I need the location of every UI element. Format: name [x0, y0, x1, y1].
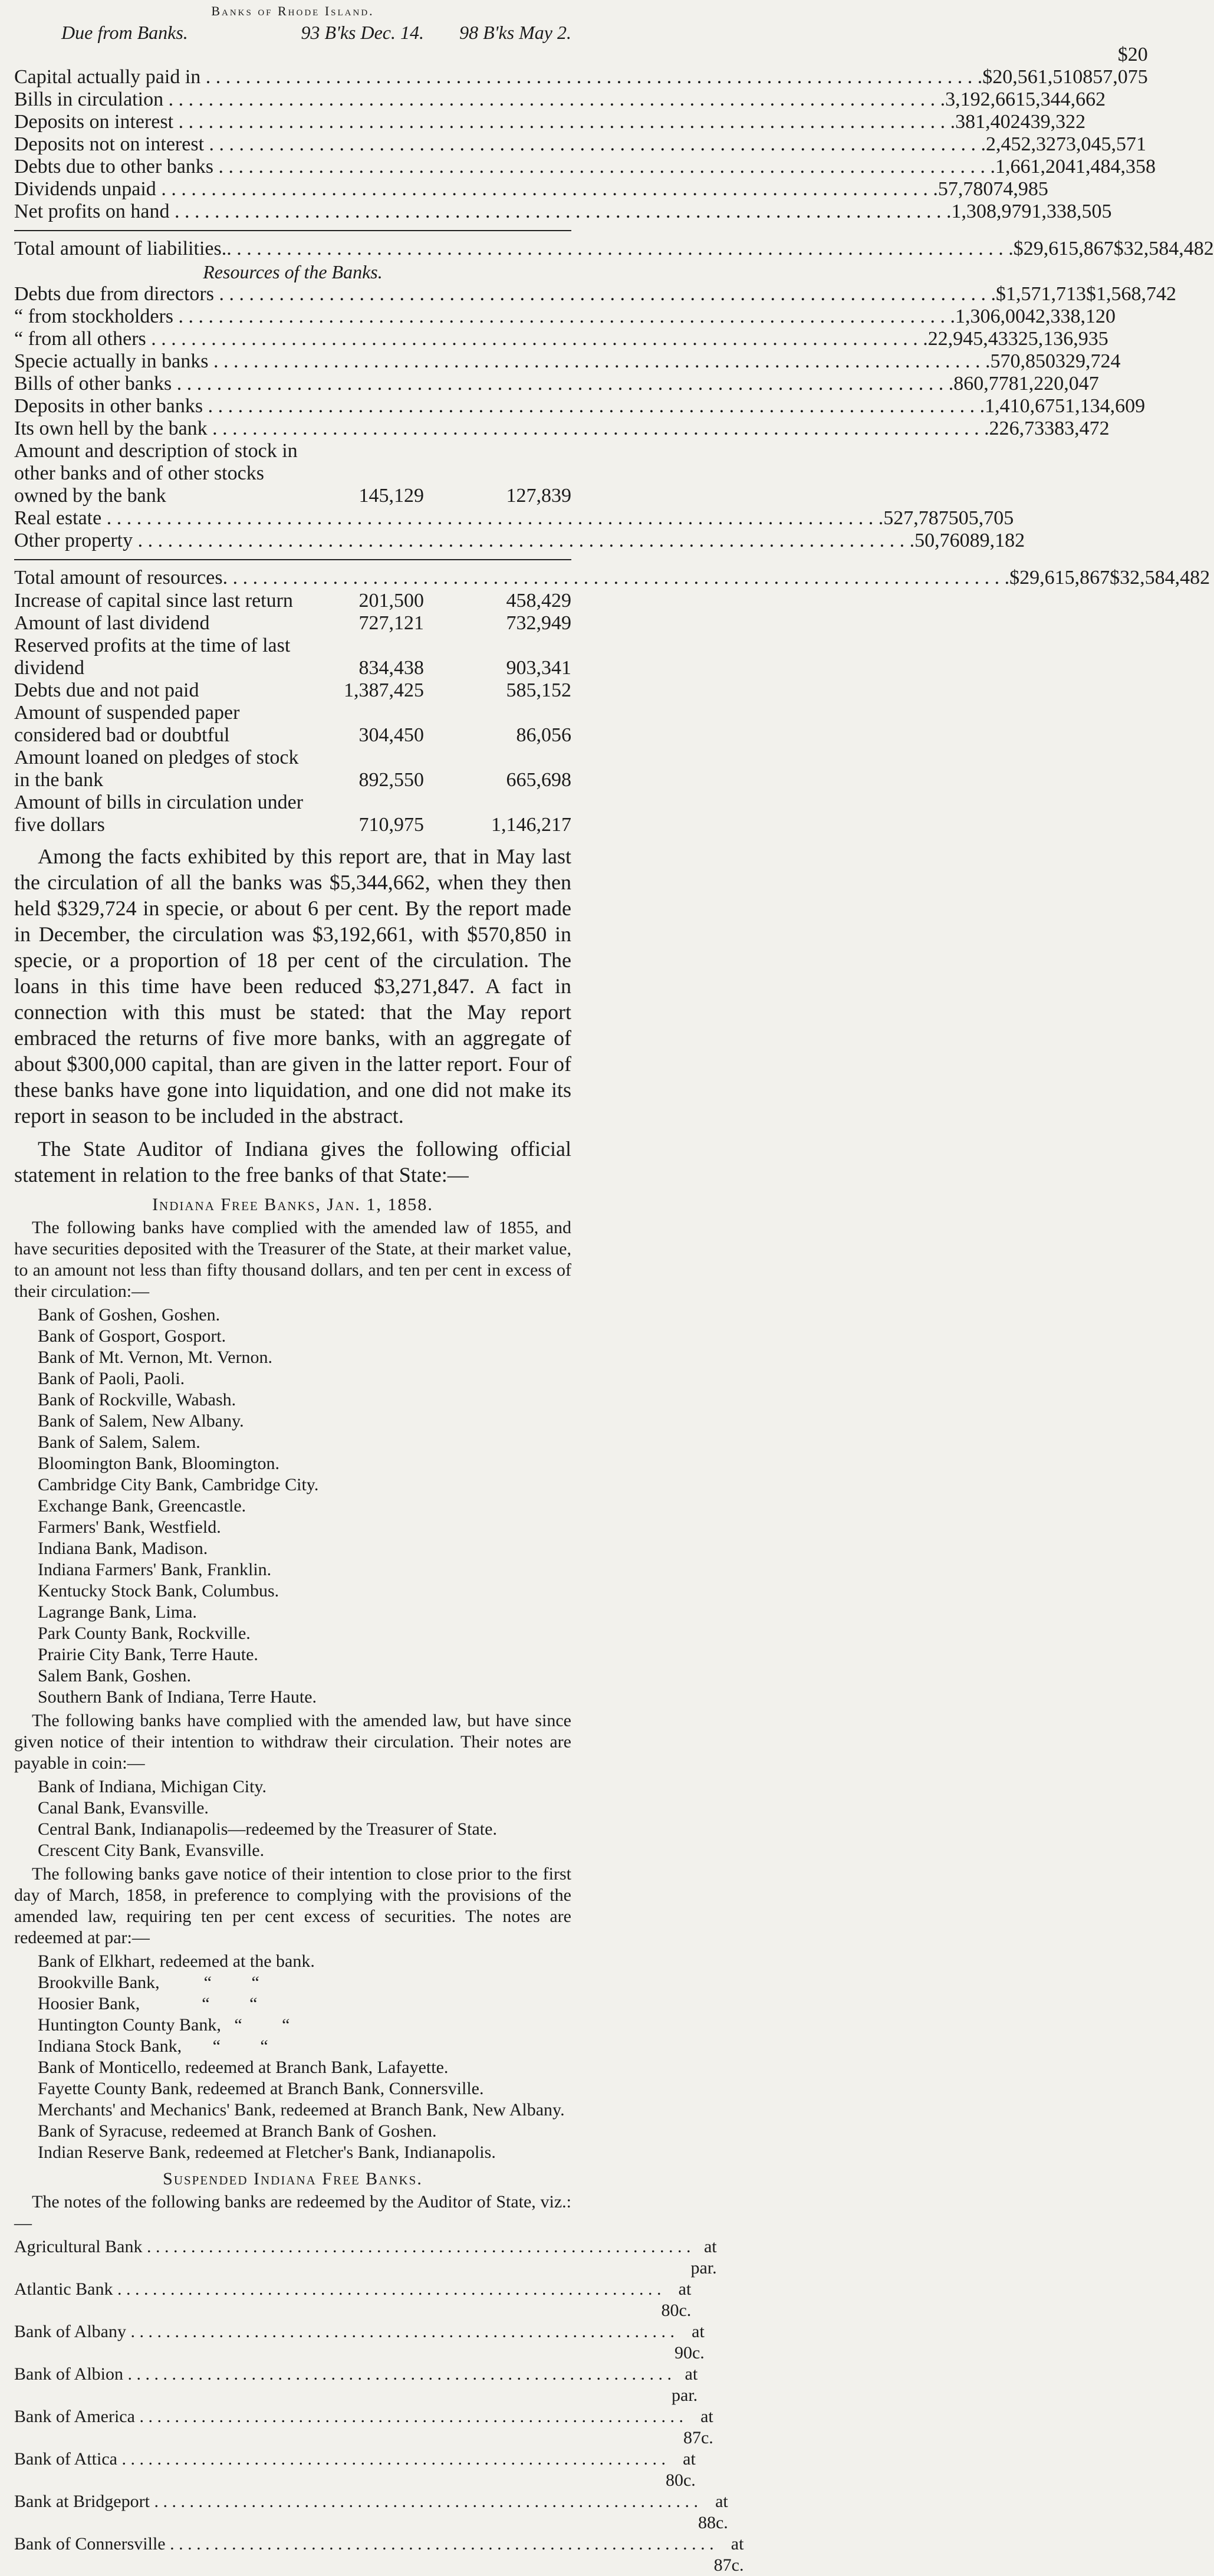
list-item: Bank of Monticello, redeemed at Branch Bank, Lafayette.: [38, 2058, 449, 2077]
row-label: Amount of last dividend: [14, 612, 210, 634]
list-item: Kentucky Stock Bank, Columbus.: [38, 1581, 279, 1601]
row-label: “ from stockholders . . .: [14, 305, 955, 328]
row-value-2: $20 857,075: [1083, 44, 1148, 88]
row-value-1: $20,561,510: [982, 66, 1083, 88]
table-row: [14, 507, 1014, 530]
row-value-2: 86,056: [516, 724, 571, 746]
row-value-2: 903,341: [506, 657, 571, 679]
list-item: [14, 2534, 744, 2576]
list-item: Bank of Elkhart, redeemed at the bank.: [38, 1951, 315, 1971]
table-row: [14, 530, 1025, 552]
row-label: Amount of suspended paper considered bad or doubtful: [14, 702, 240, 746]
list-item: Bank of Salem, New Albany.: [38, 1411, 244, 1431]
bank-name: Bank of Attica . . .: [14, 2449, 666, 2491]
list-item: Fayette County Bank, redeemed at Branch Bank, Connersville.: [38, 2079, 484, 2098]
row-label: Bills in circulation . . .: [14, 88, 945, 111]
row-label: Debts due from directors . . .: [14, 283, 996, 305]
bank-name: Atlantic Bank . . .: [14, 2279, 661, 2321]
row-label: Dividends unpaid . . .: [14, 178, 938, 201]
list-item: Exchange Bank, Greencastle.: [38, 1496, 246, 1516]
table-row: [14, 418, 1110, 440]
resources-table: [14, 283, 1176, 440]
redemption-rate: at 80c.: [665, 2449, 696, 2490]
redemption-rate: at 80c.: [661, 2279, 692, 2320]
row-label: Debts due to other banks . . .: [14, 156, 995, 178]
resources-heading: Resources of the Banks.: [203, 261, 383, 282]
bank-name: Bank of Albion . . .: [14, 2364, 672, 2406]
row-label: Specie actually in banks . . .: [14, 350, 991, 373]
extra-table: [14, 590, 571, 836]
list-item: Canal Bank, Evansville.: [38, 1798, 209, 1818]
list-item: Crescent City Bank, Evansville.: [38, 1841, 265, 1860]
list-item: Huntington County Bank, “ “: [38, 2015, 290, 2035]
table-row: [14, 395, 1146, 418]
table-row: [14, 440, 571, 507]
row-value-1: 22,945,433: [927, 328, 1018, 350]
row-value-2: 89,182: [969, 530, 1025, 551]
row-value-1: 527,787: [883, 507, 949, 529]
report-title: Banks of Rhode Island.: [211, 4, 374, 18]
list-item: Cambridge City Bank, Cambridge City.: [38, 1475, 319, 1494]
row-value-2: $1,568,742: [1085, 283, 1176, 305]
list-item: Southern Bank of Indiana, Terre Haute.: [38, 1687, 317, 1707]
row-value-2: 83,472: [1054, 418, 1110, 439]
list-item: Indiana Stock Bank, “ “: [38, 2036, 268, 2056]
row-value-1: 834,438: [358, 657, 424, 679]
row-value-2: 329,724: [1055, 350, 1121, 372]
row-value-2: 505,705: [948, 507, 1014, 529]
redemption-rate: at 87c.: [683, 2407, 713, 2447]
row-label: Amount and description of stock in other banks and of other stocks owned by the bank: [14, 440, 298, 507]
row-value-1: 201,500: [358, 590, 424, 612]
total-liabilities-row: [14, 237, 1214, 261]
list-item: [14, 2279, 692, 2321]
row-value-1: 710,975: [358, 814, 424, 836]
table-row: [14, 635, 571, 679]
row-value-2: 74,985: [993, 178, 1048, 200]
list-item: Bank of Gosport, Gosport.: [38, 1326, 226, 1346]
list-item: Farmers' Bank, Westfield.: [38, 1517, 221, 1537]
bank-name: Bank at Bridgeport . . .: [14, 2491, 698, 2534]
close-bank-list: [14, 1951, 571, 2163]
row-value-1: $29,615,867: [1009, 567, 1110, 589]
row-label: Its own hell by the bank . . .: [14, 418, 989, 440]
table-row: [14, 328, 1108, 350]
column-headers: [14, 21, 571, 44]
list-item: Bank of Goshen, Goshen.: [38, 1305, 221, 1325]
row-value-2: 1,484,358: [1075, 156, 1156, 178]
list-item: Brookville Bank, “ “: [38, 1973, 259, 1992]
table-row: [14, 178, 1048, 201]
row-label: “ from all others . . .: [14, 328, 928, 350]
list-item: Indiana Bank, Madison.: [38, 1539, 208, 1558]
redemption-rate: at par.: [690, 2237, 717, 2278]
row-label: Deposits in other banks . . .: [14, 395, 985, 418]
row-label: Total amount of resources. . . .: [14, 566, 1009, 590]
table-row: [14, 590, 571, 612]
row-value-1: $29,615,867: [1013, 238, 1114, 259]
list-item: [14, 2449, 696, 2491]
bank-name: Bank of Albany . . .: [14, 2321, 675, 2364]
resources-multi-table: [14, 440, 571, 507]
row-value-1: 57,780: [937, 178, 993, 200]
paragraph-indiana: The State Auditor of Indiana gives the following official statement in relation to the free banks of that State:—: [14, 1137, 571, 1187]
row-label: Real estate . . .: [14, 507, 883, 530]
paragraph-facts: Among the facts exhibited by this report are, that in May last the circulation of all the banks was $5,344,662, when they then held $329,724 in specie, or about 6 per cent. By the report made in December, the circulation was $3,192,661, with $570,850 in specie, or a proportion of 18 per cent of the circulation. The loans in this time have been reduced $3,271,847. A fact in connection with this must be stated: that the May report embraced the returns of five more banks, with an aggregate of about $300,000 capital, than are given in the latter report. Four of these banks have gone into liquidation, and one did not make its report in season to be included in the abstract.: [14, 845, 571, 1128]
row-value-1: 1,308,979: [951, 201, 1032, 222]
row-value-1: 381,402: [955, 111, 1021, 133]
row-value-2: 458,429: [506, 590, 571, 612]
list-item: Bloomington Bank, Bloomington.: [38, 1454, 280, 1473]
row-value-1: 1,661,204: [995, 156, 1076, 178]
liabilities-table: [14, 44, 1156, 223]
row-label: Amount loaned on pledges of stock in the bank: [14, 747, 299, 791]
table-row: [14, 747, 571, 791]
row-value-2: 585,152: [506, 679, 571, 701]
suspended-bank-list: [14, 2236, 744, 2576]
header-col1: 93 B'ks Dec. 14.: [301, 22, 424, 43]
list-item: Bank of Indiana, Michigan City.: [38, 1777, 267, 1796]
header-label: Due from Banks.: [61, 22, 188, 43]
redemption-rate: at 90c.: [674, 2322, 705, 2363]
row-label: Reserved profits at the time of last dividend: [14, 635, 291, 679]
table-row: [14, 111, 1086, 133]
row-value-1: 727,121: [358, 612, 424, 634]
list-item: Bank of Salem, Salem.: [38, 1432, 200, 1452]
list-item: [14, 2236, 717, 2279]
table-row: [14, 373, 1099, 395]
row-value-2: 3,045,571: [1066, 133, 1147, 155]
indiana-intro: The following banks have complied with the amended law of 1855, and have securities deposited with the Treasurer of the State, at their market value, to an amount not less than fifty thousand dollars, and ten per cent in excess of their circulation:—: [14, 1218, 571, 1301]
row-label: Net profits on hand . . .: [14, 201, 951, 223]
row-value-1: 860,778: [953, 373, 1019, 395]
row-label: Deposits not on interest . . .: [14, 133, 986, 156]
table-row: [14, 44, 1148, 88]
row-value-1: 304,450: [358, 724, 424, 746]
bank-name: Agricultural Bank . . .: [14, 2236, 690, 2279]
row-value-2: 25,136,935: [1018, 328, 1108, 350]
list-item: [14, 2491, 728, 2534]
total-resources-row: [14, 566, 1210, 590]
row-label: Deposits on interest . . .: [14, 111, 955, 133]
table-row: [14, 201, 1112, 223]
close-intro: The following banks gave notice of their intention to close prior to the first day of March, 1858, in preference to complying with the provisions of the amended law, requiring ten per cent excess of securities. The notes are redeemed at par:—: [14, 1864, 571, 1947]
row-value-1: 145,129: [358, 485, 424, 507]
row-value-2: 1,134,609: [1065, 395, 1146, 417]
row-value-1: 3,192,661: [945, 88, 1026, 110]
row-value-2: 439,322: [1020, 111, 1086, 133]
list-item: Merchants' and Mechanics' Bank, redeemed at Branch Bank, New Albany.: [38, 2100, 565, 2120]
row-value-1: 570,850: [990, 350, 1056, 372]
redemption-rate: at par.: [672, 2364, 698, 2405]
table-row: [14, 350, 1121, 373]
row-label: Total amount of liabilities.. . . .: [14, 237, 1014, 261]
row-value-2: 1,220,047: [1018, 373, 1099, 395]
list-item: Hoosier Bank, “ “: [38, 1994, 258, 2013]
row-label: Capital actually paid in . . .: [14, 66, 982, 88]
list-item: Bank of Syracuse, redeemed at Branch Bank of Goshen.: [38, 2121, 437, 2141]
indiana-heading: Indiana Free Banks, Jan. 1, 1858.: [152, 1195, 433, 1214]
list-item: Lagrange Bank, Lima.: [38, 1602, 197, 1622]
table-row: [14, 679, 571, 702]
row-value-1: 1,410,675: [985, 395, 1065, 417]
row-value-2: 732,949: [506, 612, 571, 634]
row-value-2: 5,344,662: [1025, 88, 1106, 110]
list-item: Indian Reserve Bank, redeemed at Fletcher's Bank, Indianapolis.: [38, 2143, 496, 2162]
row-value-1: 2,452,327: [986, 133, 1067, 155]
list-item: Salem Bank, Goshen.: [38, 1666, 191, 1685]
table-row: [14, 156, 1156, 178]
list-item: Bank of Mt. Vernon, Mt. Vernon.: [38, 1348, 273, 1367]
table-row: [14, 283, 1176, 305]
table-row: [14, 88, 1106, 111]
row-value-2: 2,338,120: [1035, 305, 1116, 327]
table-row: [14, 612, 571, 635]
suspended-intro: The notes of the following banks are redeemed by the Auditor of State, viz.:—: [14, 2192, 571, 2233]
resources-tail-table: [14, 507, 1025, 552]
row-value-2: $32,584,482: [1110, 567, 1210, 589]
list-item: Prairie City Bank, Terre Haute.: [38, 1645, 258, 1664]
header-col2: 98 B'ks May 2.: [459, 22, 571, 43]
row-label: Bills of other banks . . .: [14, 373, 953, 395]
list-item: Central Bank, Indianapolis—redeemed by the Treasurer of State.: [38, 1819, 497, 1839]
divider: [14, 230, 571, 231]
row-value-2: 665,698: [506, 769, 571, 791]
divider: [14, 559, 571, 560]
withdraw-intro: The following banks have complied with the amended law, but have since given notice of their intention to withdraw their circulation. Their notes are payable in coin:—: [14, 1711, 571, 1773]
row-value-2: 1,338,505: [1031, 201, 1112, 222]
row-value-2: $32,584,482: [1113, 238, 1214, 259]
suspended-heading: Suspended Indiana Free Banks.: [163, 2169, 423, 2189]
table-row: [14, 791, 571, 836]
row-value-2: 127,839: [506, 485, 571, 507]
row-value-1: 1,387,425: [344, 679, 424, 701]
list-item: Park County Bank, Rockville.: [38, 1624, 251, 1643]
withdraw-bank-list: [14, 1776, 571, 1861]
row-value-2: 1,146,217: [491, 814, 571, 836]
row-label: Debts due and not paid: [14, 679, 199, 701]
row-value-1: 50,760: [914, 530, 970, 551]
row-label: Other property . . .: [14, 530, 914, 552]
bank-name: Bank of Connersville . . .: [14, 2534, 714, 2576]
list-item: [14, 2364, 698, 2406]
redemption-rate: at 88c.: [698, 2492, 728, 2532]
row-label: Amount of bills in circulation under five dollars: [14, 791, 304, 836]
list-item: [14, 2406, 713, 2449]
row-value-1: $1,571,713: [995, 283, 1086, 305]
list-item: Bank of Rockville, Wabash.: [38, 1390, 236, 1409]
list-item: Indiana Farmers' Bank, Franklin.: [38, 1560, 272, 1579]
complied-bank-list: [14, 1305, 571, 1708]
list-item: [14, 2321, 705, 2364]
row-label: Increase of capital since last return: [14, 590, 293, 612]
table-row: [14, 702, 571, 747]
list-item: Bank of Paoli, Paoli.: [38, 1369, 185, 1388]
bank-name: Bank of America . . .: [14, 2406, 683, 2449]
table-row: [14, 305, 1116, 328]
redemption-rate: at 87c.: [713, 2534, 744, 2575]
row-value-1: 892,550: [358, 769, 424, 791]
row-value-1: 1,306,004: [955, 305, 1036, 327]
table-row: [14, 133, 1147, 156]
row-value-1: 226,733: [989, 418, 1055, 439]
